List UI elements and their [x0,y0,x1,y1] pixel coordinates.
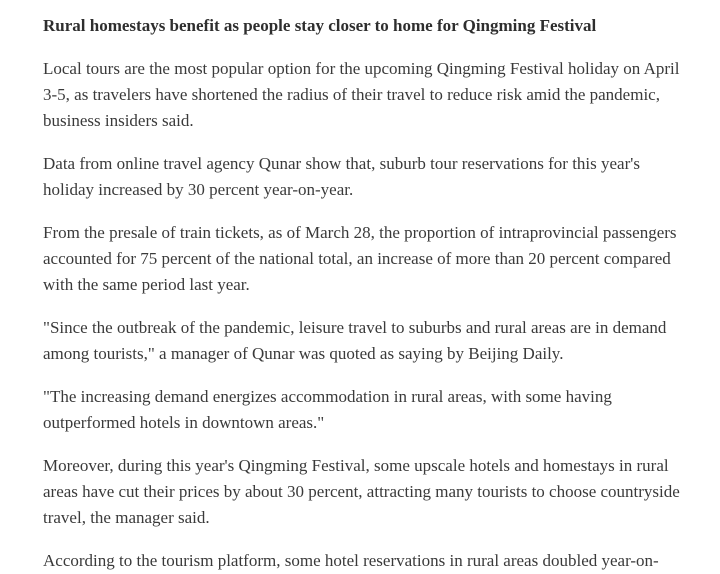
paragraph-qunar-data: Data from online travel agency Qunar show that, suburb tour reservations for this year's holiday increased by 30 percent year-on-year. [43,154,640,199]
paragraph-quote-outbreak: "Since the outbreak of the pandemic, leisure travel to suburbs and rural areas are in demand among tourists," a manager of Qunar was quoted as saying by Beijing Daily. [43,318,667,363]
paragraph-train-tickets: From the presale of train tickets, as of March 28, the proportion of intraprovincial passengers accounted for 75 percent of the national total, an increase of more than 20 percent compared with the same period last year. [43,223,677,294]
article-title: Rural homestays benefit as people stay closer to home for Qingming Festival [43,16,597,35]
paragraph-quote-demand: "The increasing demand energizes accommodation in rural areas, with some having outperformed hotels in downtown areas." [43,387,612,432]
paragraph-clipped-bottom: According to the tourism platform, some hotel reservations in rural areas doubled year-on- [43,551,659,570]
paragraph-hotel-prices: Moreover, during this year's Qingming Festival, some upscale hotels and homestays in rural areas have cut their prices by about 30 percent, attracting many tourists to choose countryside travel, the manager said. [43,456,680,527]
paragraph-local-tours: Local tours are the most popular option for the upcoming Qingming Festival holiday on April 3-5, as travelers have shortened the radius of their travel to reduce risk amid the pandemic, business insiders said. [43,59,680,130]
